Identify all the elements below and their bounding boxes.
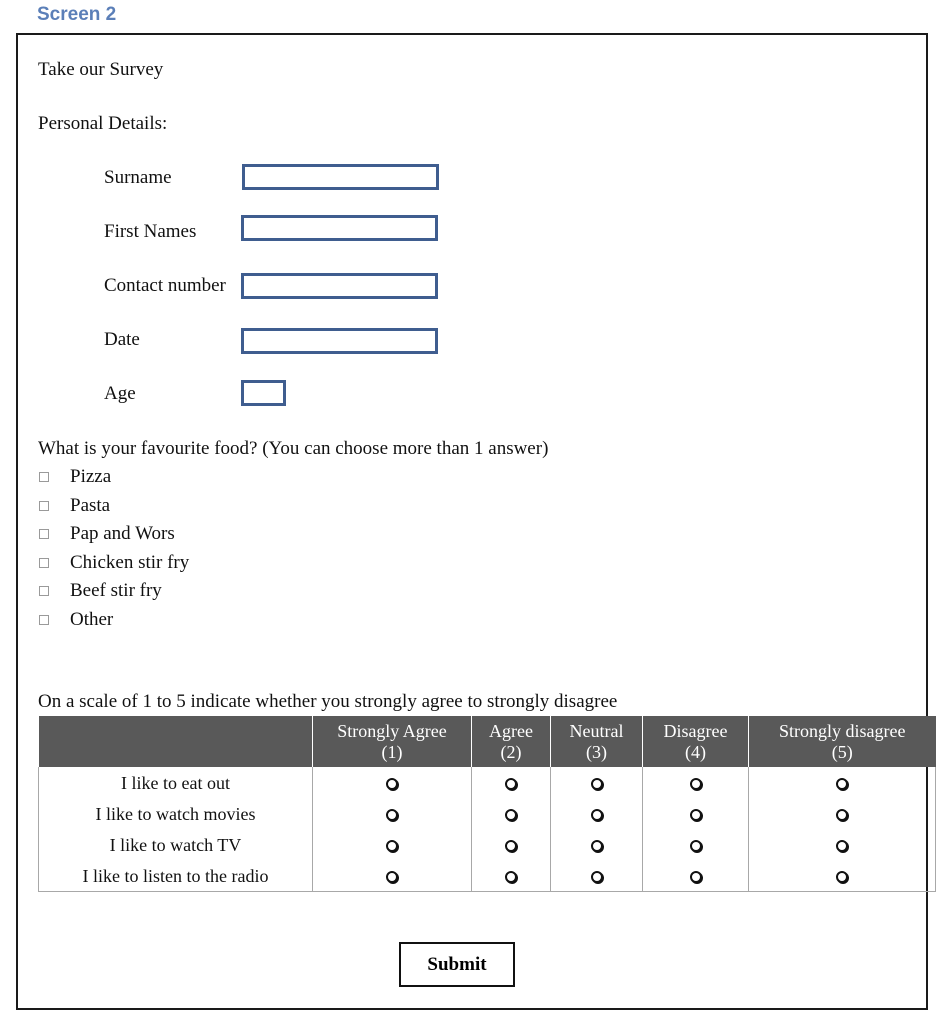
checkbox-label: Chicken stir fry (70, 552, 190, 573)
likert-cell (313, 829, 472, 860)
radio-button[interactable] (836, 840, 848, 852)
likert-cell (551, 860, 643, 892)
radio-button[interactable] (690, 871, 702, 883)
likert-cell (472, 860, 551, 892)
likert-header-blank (39, 716, 313, 767)
likert-header-strongly-disagree: Strongly disagree (5) (749, 716, 936, 767)
radio-button[interactable] (505, 871, 517, 883)
food-option-chicken-stir-fry[interactable] (38, 551, 189, 575)
date-label: Date (104, 329, 140, 350)
checkbox[interactable] (39, 558, 49, 568)
likert-cell (643, 767, 749, 798)
checkbox-label: Beef stir fry (70, 580, 162, 601)
checkbox-label: Pizza (70, 466, 112, 487)
first-names-label: First Names (104, 221, 197, 242)
likert-cell (643, 798, 749, 829)
likert-cell (313, 798, 472, 829)
radio-button[interactable] (591, 840, 603, 852)
likert-cell (472, 829, 551, 860)
food-option-beef-stir-fry[interactable] (38, 579, 162, 603)
radio-button[interactable] (690, 809, 702, 821)
radio-button[interactable] (591, 871, 603, 883)
screen-label: Screen 2 (37, 4, 117, 25)
likert-row-label: I like to eat out (39, 767, 313, 798)
contact-number-label: Contact number (104, 275, 226, 296)
contact-number-input[interactable] (241, 273, 438, 299)
likert-cell (643, 860, 749, 892)
likert-header-neutral: Neutral (3) (551, 716, 643, 767)
likert-row-label: I like to watch movies (39, 798, 313, 829)
checkbox[interactable] (39, 472, 49, 482)
radio-button[interactable] (386, 809, 398, 821)
survey-title: Take our Survey (38, 59, 164, 80)
food-option-other[interactable] (38, 608, 113, 632)
radio-button[interactable] (386, 871, 398, 883)
checkbox-label: Pasta (70, 495, 111, 516)
likert-cell (313, 767, 472, 798)
age-input[interactable] (241, 380, 286, 406)
likert-row (39, 829, 936, 860)
radio-button[interactable] (386, 778, 398, 790)
likert-header-agree: Agree (2) (472, 716, 551, 767)
personal-details-heading: Personal Details: (38, 113, 168, 134)
age-label: Age (104, 383, 136, 404)
radio-button[interactable] (836, 871, 848, 883)
likert-header-strongly-agree: Strongly Agree (1) (313, 716, 472, 767)
likert-cell (313, 860, 472, 892)
likert-row-label: I like to listen to the radio (39, 860, 313, 892)
checkbox[interactable] (39, 586, 49, 596)
radio-button[interactable] (591, 778, 603, 790)
likert-row (39, 767, 936, 798)
radio-button[interactable] (690, 778, 702, 790)
checkbox[interactable] (39, 529, 49, 539)
likert-table (38, 716, 936, 892)
checkbox-label: Pap and Wors (70, 523, 175, 544)
radio-button[interactable] (386, 840, 398, 852)
radio-button[interactable] (591, 809, 603, 821)
radio-button[interactable] (505, 840, 517, 852)
surname-label: Surname (104, 167, 172, 188)
likert-cell (551, 829, 643, 860)
surname-input[interactable] (242, 164, 439, 190)
checkbox[interactable] (39, 501, 49, 511)
likert-header-disagree: Disagree (4) (643, 716, 749, 767)
radio-button[interactable] (690, 840, 702, 852)
food-option-pap-and-wors[interactable] (38, 522, 175, 546)
food-option-pizza[interactable] (38, 465, 111, 489)
likert-cell (749, 767, 936, 798)
food-option-pasta[interactable] (38, 494, 110, 518)
date-input[interactable] (241, 328, 438, 354)
likert-cell (643, 829, 749, 860)
likert-cell (749, 860, 936, 892)
likert-header-row (39, 716, 936, 767)
radio-button[interactable] (836, 809, 848, 821)
likert-cell (749, 829, 936, 860)
checkbox[interactable] (39, 615, 49, 625)
checkbox-label: Other (70, 609, 114, 630)
first-names-input[interactable] (241, 215, 438, 241)
radio-button[interactable] (505, 809, 517, 821)
scale-question: On a scale of 1 to 5 indicate whether you strongly agree to strongly disagree (38, 691, 618, 712)
food-question: What is your favourite food? (You can choose more than 1 answer) (38, 438, 549, 459)
likert-cell (551, 798, 643, 829)
submit-button[interactable]: Submit (399, 942, 515, 987)
likert-row (39, 798, 936, 829)
radio-button[interactable] (836, 778, 848, 790)
radio-button[interactable] (505, 778, 517, 790)
likert-cell (551, 767, 643, 798)
likert-cell (472, 798, 551, 829)
likert-cell (749, 798, 936, 829)
likert-cell (472, 767, 551, 798)
likert-row-label: I like to watch TV (39, 829, 313, 860)
likert-row (39, 860, 936, 892)
